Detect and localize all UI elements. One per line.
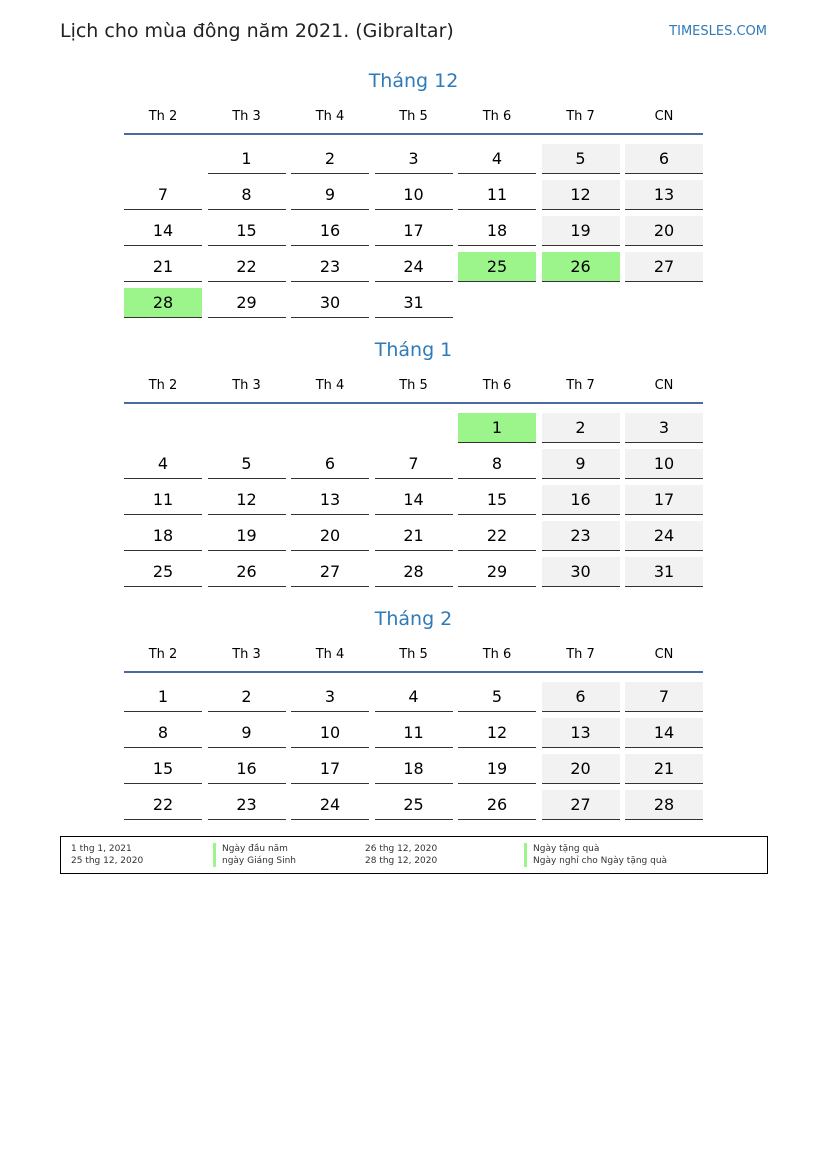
day-cell: 20 — [625, 216, 703, 246]
day-cell: 12 — [542, 180, 620, 210]
weekday-header: Th 7 — [566, 109, 595, 124]
day-cell: 11 — [458, 180, 536, 210]
day-cell: 21 — [375, 521, 453, 551]
day-cell: 4 — [458, 144, 536, 174]
day-cell: 4 — [124, 449, 202, 479]
day-cell: 9 — [208, 718, 286, 748]
day-cell: 29 — [458, 557, 536, 587]
legend-name: ngày Giáng Sinh — [213, 855, 296, 867]
weekday-header: Th 2 — [148, 647, 178, 662]
day-cell: 2 — [291, 144, 369, 174]
day-cell: 14 — [375, 485, 453, 515]
day-cell: 5 — [208, 449, 286, 479]
day-cell: 23 — [542, 521, 620, 551]
day-cell: 28 — [375, 557, 453, 587]
legend-name: Ngày nghỉ cho Ngày tặng quà — [524, 855, 667, 867]
weekday-header: CN — [654, 109, 674, 124]
day-cell: 26 — [208, 557, 286, 587]
day-cell: 5 — [458, 682, 536, 712]
day-cell: 1 — [208, 144, 286, 174]
legend-name: Ngày đầu năm — [213, 843, 288, 855]
weekday-header: Th 7 — [566, 647, 595, 662]
day-cell: 15 — [124, 754, 202, 784]
weekday-header: Th 5 — [399, 109, 428, 124]
month-block — [124, 70, 703, 324]
header-rule — [124, 402, 703, 404]
weekday-header: CN — [654, 378, 674, 393]
day-cell: 8 — [208, 180, 286, 210]
site-link[interactable]: TIMESLES.COM — [669, 24, 767, 39]
page-title: Lịch cho mùa đông năm 2021. (Gibraltar) — [60, 20, 454, 42]
legend-date: 26 thg 12, 2020 — [365, 844, 438, 854]
day-cell: 20 — [542, 754, 620, 784]
day-cell: 19 — [458, 754, 536, 784]
day-cell: 28 — [124, 288, 202, 318]
day-cell: 18 — [458, 216, 536, 246]
header-rule — [124, 671, 703, 673]
day-cell: 5 — [542, 144, 620, 174]
day-cell: 22 — [208, 252, 286, 282]
weekday-header: Th 7 — [566, 378, 595, 393]
day-cell: 19 — [208, 521, 286, 551]
day-cell: 23 — [291, 252, 369, 282]
day-cell: 3 — [625, 413, 703, 443]
day-cell: 11 — [124, 485, 202, 515]
day-cell: 3 — [291, 682, 369, 712]
day-cell: 9 — [542, 449, 620, 479]
weekday-header: Th 4 — [315, 109, 345, 124]
day-cell: 21 — [625, 754, 703, 784]
month-title: Tháng 12 — [368, 70, 459, 92]
day-cell: 23 — [208, 790, 286, 820]
day-cell: 14 — [124, 216, 202, 246]
legend-name: Ngày tặng quà — [524, 843, 599, 855]
weekday-header: Th 6 — [482, 378, 512, 393]
day-cell: 30 — [542, 557, 620, 587]
weekday-header: Th 4 — [315, 647, 345, 662]
day-cell: 2 — [542, 413, 620, 443]
day-cell: 31 — [375, 288, 453, 318]
day-cell: 25 — [375, 790, 453, 820]
day-cell: 24 — [625, 521, 703, 551]
day-cell: 13 — [542, 718, 620, 748]
day-cell: 20 — [291, 521, 369, 551]
day-cell: 17 — [291, 754, 369, 784]
day-cell: 11 — [375, 718, 453, 748]
day-cell: 10 — [291, 718, 369, 748]
holiday-legend — [60, 836, 768, 874]
day-cell: 27 — [625, 252, 703, 282]
weekday-header: Th 2 — [148, 378, 178, 393]
day-cell: 16 — [542, 485, 620, 515]
weekday-header: Th 3 — [232, 647, 261, 662]
day-cell: 6 — [291, 449, 369, 479]
day-cell: 15 — [458, 485, 536, 515]
legend-date: 28 thg 12, 2020 — [365, 856, 438, 866]
weekday-header: Th 2 — [148, 109, 178, 124]
day-cell: 17 — [625, 485, 703, 515]
day-cell: 13 — [291, 485, 369, 515]
month-title: Tháng 2 — [374, 608, 453, 630]
day-cell: 21 — [124, 252, 202, 282]
day-cell: 26 — [542, 252, 620, 282]
day-cell: 19 — [542, 216, 620, 246]
weekday-header: Th 6 — [482, 647, 512, 662]
weekday-header: Th 3 — [232, 109, 261, 124]
day-cell: 10 — [375, 180, 453, 210]
day-cell: 7 — [625, 682, 703, 712]
weekday-header: Th 5 — [399, 378, 428, 393]
day-cell: 25 — [124, 557, 202, 587]
day-cell: 13 — [625, 180, 703, 210]
day-cell: 18 — [124, 521, 202, 551]
day-cell: 17 — [375, 216, 453, 246]
day-cell: 22 — [124, 790, 202, 820]
weekday-header: CN — [654, 647, 674, 662]
header-rule — [124, 133, 703, 135]
weekday-header: Th 3 — [232, 378, 261, 393]
month-block — [124, 608, 703, 826]
day-cell: 27 — [291, 557, 369, 587]
day-cell: 6 — [625, 144, 703, 174]
day-cell: 30 — [291, 288, 369, 318]
day-cell: 6 — [542, 682, 620, 712]
legend-date: 25 thg 12, 2020 — [71, 856, 144, 866]
day-cell: 3 — [375, 144, 453, 174]
day-cell: 7 — [124, 180, 202, 210]
day-cell: 14 — [625, 718, 703, 748]
day-cell: 8 — [124, 718, 202, 748]
day-cell: 16 — [208, 754, 286, 784]
month-block — [124, 339, 703, 593]
day-cell: 29 — [208, 288, 286, 318]
day-cell: 1 — [124, 682, 202, 712]
day-cell: 9 — [291, 180, 369, 210]
day-cell: 26 — [458, 790, 536, 820]
day-cell: 24 — [375, 252, 453, 282]
day-cell: 2 — [208, 682, 286, 712]
day-cell: 12 — [208, 485, 286, 515]
day-cell: 31 — [625, 557, 703, 587]
day-cell: 22 — [458, 521, 536, 551]
weekday-header: Th 6 — [482, 109, 512, 124]
day-cell: 18 — [375, 754, 453, 784]
day-cell: 25 — [458, 252, 536, 282]
legend-date: 1 thg 1, 2021 — [71, 844, 132, 854]
day-cell: 16 — [291, 216, 369, 246]
day-cell: 28 — [625, 790, 703, 820]
day-cell: 24 — [291, 790, 369, 820]
day-cell: 1 — [458, 413, 536, 443]
day-cell: 15 — [208, 216, 286, 246]
day-cell: 8 — [458, 449, 536, 479]
weekday-header: Th 5 — [399, 647, 428, 662]
day-cell: 27 — [542, 790, 620, 820]
day-cell: 10 — [625, 449, 703, 479]
day-cell: 12 — [458, 718, 536, 748]
day-cell: 7 — [375, 449, 453, 479]
month-title: Tháng 1 — [374, 339, 453, 361]
day-cell: 4 — [375, 682, 453, 712]
weekday-header: Th 4 — [315, 378, 345, 393]
